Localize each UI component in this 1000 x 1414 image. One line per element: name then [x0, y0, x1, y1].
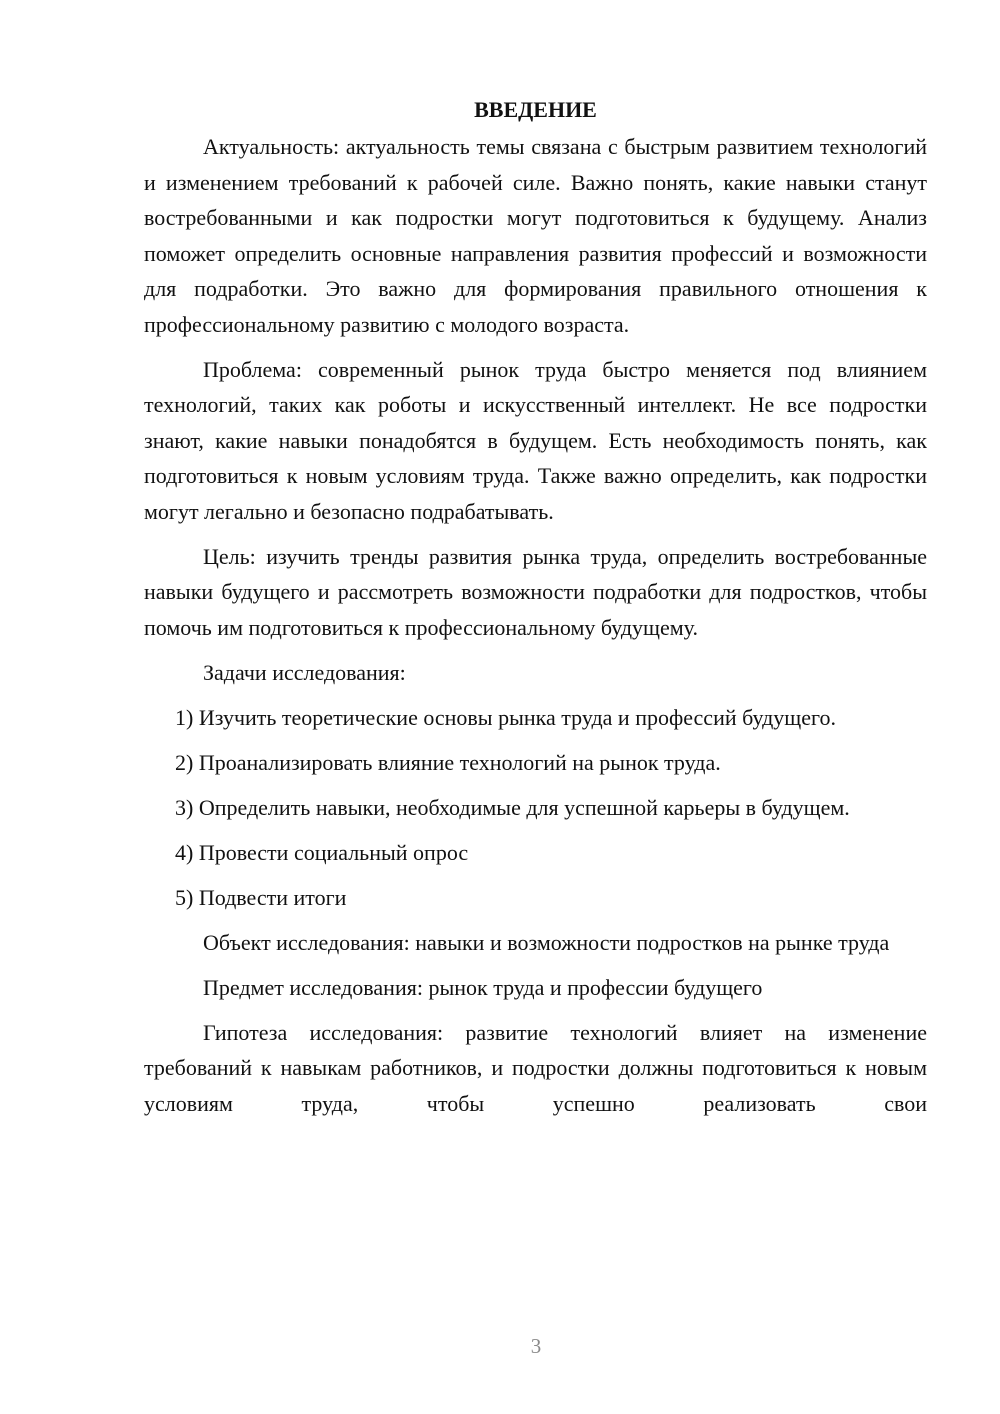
paragraph-subject: Предмет исследования: рынок труда и профессии будущего	[203, 974, 763, 1000]
paragraph-hypothesis: Гипотеза исследования: развитие технологий влияет на изменение требований к навыкам работников, и подростки должны подготовиться к новым условиям труда, чтобы успешно реализовать свои	[144, 1019, 927, 1116]
task-item-4: 4) Провести социальный опрос	[175, 839, 469, 865]
page-number: 3	[530, 1334, 542, 1358]
paragraph-tasks-heading: Задачи исследования:	[203, 659, 406, 685]
paragraph-object: Объект исследования: навыки и возможности подростков на рынке труда	[203, 929, 890, 955]
paragraph-relevance: Актуальность: актуальность темы связана с быстрым развитием технологий и изменением требований к рабочей силе. Важно понять, какие навыки станут востребованными и как подростки могут подготовиться к будущему. Анализ поможет определить основные направления развития профессий и возможности для подработки. Это важно для формирования правильного отношения к профессиональному развитию с молодого возраста.	[144, 134, 927, 337]
task-item-5: 5) Подвести итоги	[175, 884, 347, 910]
paragraph-problem: Проблема: современный рынок труда быстро меняется под влиянием технологий, таких как роботы и искусственный интеллект. Не все подростки знают, какие навыки понадобятся в будущем. Есть необходимость понять, как подготовиться к новым условиям труда. Также важно определить, как подростки могут легально и безопасно подрабатывать.	[144, 356, 927, 524]
task-item-1: 1) Изучить теоретические основы рынка труда и профессий будущего.	[175, 704, 836, 730]
paragraph-goal: Цель: изучить тренды развития рынка труда, определить востребованные навыки будущего и рассмотреть возможности подработки для подростков, чтобы помочь им подготовиться к профессиональному будущему.	[144, 543, 927, 640]
section-title: ВВЕДЕНИЕ	[474, 97, 597, 122]
task-item-3: 3) Определить навыки, необходимые для успешной карьеры в будущем.	[175, 794, 850, 820]
task-item-2: 2) Проанализировать влияние технологий на рынок труда.	[175, 749, 721, 775]
page-content	[144, 92, 927, 1131]
